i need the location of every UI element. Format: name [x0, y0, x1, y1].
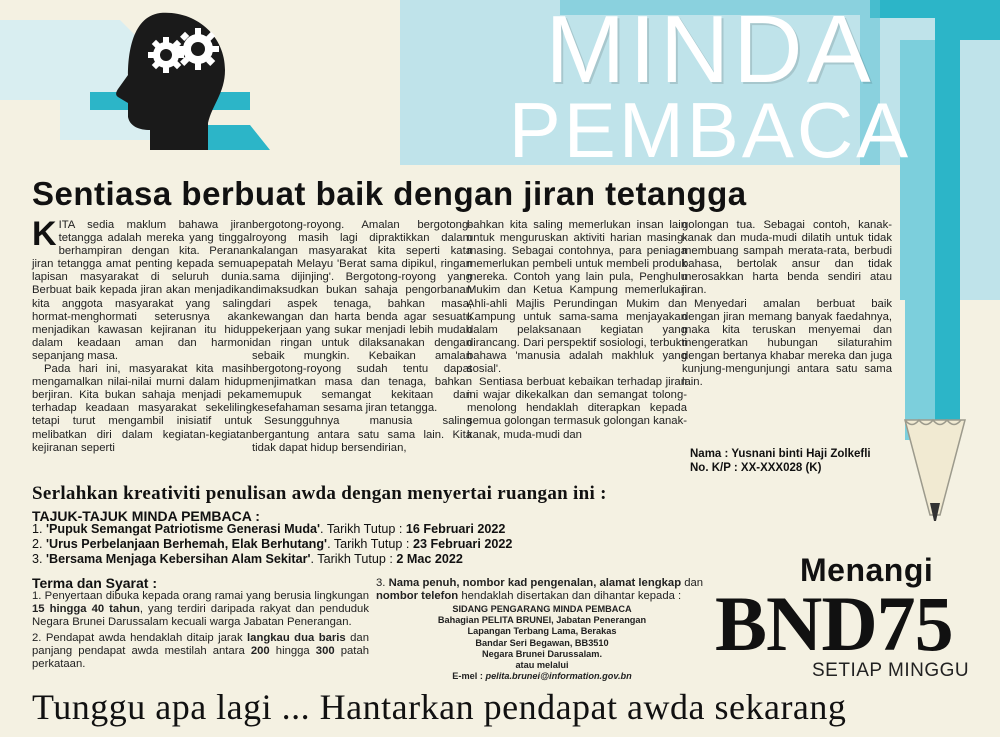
deadline-date: 2 Mac 2022 [396, 551, 463, 566]
terms-heading: Terma dan Syarat : [32, 575, 158, 591]
topic-title: 'Pupuk Semangat Patriotisme Generasi Muda' [46, 522, 321, 536]
term-text: 3. [376, 577, 389, 589]
masthead-subtitle: PEMBACA [508, 86, 912, 174]
article-paragraph: bahkan kita saling memerlukan insan lain untuk menguruskan aktiviti harian masing-masing. Sebagai contohnya, para peniaga memerlukan pembeli untuk membeli produk mereka. Contoh yang lain pula, Penghulu Mukim dan Ketua Kampung memerlukan Ahli-ahli Majlis Perundingan Mukim dan Kampung untuk sama-sama menjayakan dalam pelaksanaan kegiatan yang dirancang. Dari perspektif sosiologi, terbukti bahawa 'manusia adalah makhluk yang sosial'. [467, 219, 687, 376]
article-paragraph: Sesungguhnya manusia saling bergantung antara satu sama lain. Kita tidak dapat hidup bersendirian, [252, 415, 472, 454]
term-item [376, 577, 706, 603]
term-text: dan [681, 577, 704, 589]
topic-number: 2. [32, 536, 43, 551]
article-paragraph: Pada hari ini, masyarakat kita masih mengamalkan nilai-nilai murni dalam hidup berjiran. Kita bukan sahaja menjadi peka terhadap keadaan masyarakat sekeliling tetapi turut mengambil inisiatif untuk melibatkan diri dalam kegiatan-kegiatan kejiranan seperti [32, 363, 252, 454]
deadline-label: . Tarikh Tutup : [310, 551, 397, 566]
address-line: Negara Brunei Darussalam. [482, 648, 602, 659]
closing-banner: Tunggu apa lagi ... Hantarkan pendapat awda sekarang [32, 687, 847, 727]
term-emphasis: 300 [315, 644, 335, 657]
term-text: patah perkataan. [32, 644, 370, 671]
author-name: Nama : Yusnani binti Haji Zolkefli [690, 448, 871, 460]
address-line: atau melalui [515, 660, 569, 671]
email-line [380, 671, 704, 682]
topics-heading: TAJUK-TAJUK MINDA PEMBACA : [32, 508, 260, 524]
head-profile-icon [100, 5, 240, 155]
topic-title: 'Bersama Menjaga Kebersihan Alam Sekitar' [46, 551, 311, 566]
email-link[interactable]: pelita.brunei@information.gov.bn [485, 671, 632, 682]
topic-number: 1. [32, 522, 43, 536]
address-line: SIDANG PENGARANG MINDA PEMBACA [452, 604, 632, 614]
article-column-3 [467, 219, 687, 442]
deadline-label: . Tarikh Tutup : [327, 536, 413, 551]
deadline-date: 23 Februari 2022 [412, 536, 513, 551]
article-column-1 [32, 215, 252, 455]
term-emphasis: 200 [250, 644, 270, 657]
term-emphasis: Nama penuh, nombor kad pengenalan, alamat lengkap [388, 577, 682, 589]
deadline-label: . Tarikh Tutup : [320, 522, 406, 536]
article-paragraph: Sentiasa berbuat kebaikan terhadap jiran ini wajar dikekalkan dan semangat tolong-menolong hendaklah diterapkan kepada semua golongan termasuk golongan kanak-kanak, muda-mudi dan [467, 376, 687, 441]
address-line: Lapangan Terbang Lama, Berakas [467, 626, 617, 637]
masthead-title: MINDA [545, 0, 875, 103]
author-info [690, 447, 871, 475]
article-paragraph: bergotong-royong. Amalan bergotong-royong masih lagi dipraktikkan dalam kalangan masyarakat kita seperti kata pepatah Melayu 'Berat sama dipikul, ringan sama dijinjing'. Bergotong-royong yang dimaksudkan bukan sahaja pengorbanan dari aspek tenaga, bahkan masa, kewangan dan harta benda agar sesuatu pekerjaan yang sukar menjadi lebih mudah dan ringan untuk dilaksanakan dengan sebaik mungkin. Kebaikan amalan bergotong-royong sudah tentu dapat menjimatkan masa dan tenaga, bahkan memupuk semangat kekitaan dan kesefahaman sesama jiran tetangga. [252, 219, 472, 415]
terms-list [32, 590, 369, 673]
topic-number: 3. [32, 551, 43, 566]
term-text: dan panjang pendapat awda mestilah antara [32, 631, 369, 657]
call-to-action: Serlahkan kreativiti penulisan awda dengan menyertai ruangan ini : [32, 483, 607, 504]
address-line: Bandar Seri Begawan, BB3510 [475, 637, 609, 648]
email-label: E-mel : [452, 671, 486, 682]
list-item [32, 537, 512, 552]
term-item [32, 590, 369, 630]
address-line: Bahagian PELITA BRUNEI, Jabatan Penerangan [437, 615, 647, 626]
drop-cap: K [32, 215, 57, 253]
article-column-2 [252, 219, 472, 455]
term-item [32, 632, 369, 672]
article-paragraph: ITA sedia maklum bahawa jiran tetangga adalah mereka yang tinggal berhampiran dengan kita. Peranan jiran tetangga amat penting kepada semua lapisan masyarakat di seluruh dunia. Berbuat baik kepada jiran akan menjadikan kita anggota masyarakat yang saling hormat-menghormati seterusnya akan menjadikan kawasan kejiranan itu hidup dalam keadaan aman dan harmoni sepanjang masa. [32, 219, 252, 362]
author-id: No. K/P : XX-XXX028 (K) [690, 462, 822, 474]
list-item [32, 522, 512, 537]
article-paragraph: golongan tua. Sebagai contoh, kanak-kanak dan muda-mudi dilatih untuk tidak membuang sampah merata-rata, berbudi bahasa, bertolak ansur dan tidak merosakkan harta benda sendiri atau jiran. [682, 219, 892, 297]
list-item [32, 552, 512, 567]
term-emphasis: 15 hingga 40 tahun [32, 603, 140, 616]
topic-title: 'Urus Perbelanjaan Berhemah, Elak Berhutang' [46, 536, 328, 551]
term-text: 1. Penyertaan dibuka kepada orang ramai yang berusia lingkungan [32, 590, 369, 602]
article-column-4 [682, 219, 892, 389]
topics-list [32, 522, 512, 566]
term-text: 2. Pendapat awda hendaklah ditaip jarak [32, 631, 248, 644]
term-emphasis: langkau dua baris [247, 631, 346, 644]
article-headline: Sentiasa berbuat baik dengan jiran tetangga [32, 175, 747, 212]
article-paragraph: Menyedari amalan berbuat baik dengan jiran memang banyak faedahnya, maka kita teruskan menyemai dan mengeratkan hubungan silaturahim dengan bertanya khabar mereka dan juga kunjung-mengunjungi antara satu sama lain. [682, 297, 892, 389]
deadline-date: 16 Februari 2022 [405, 522, 506, 536]
term-text: hendaklah disertakan dan dihantar kepada : [458, 590, 682, 602]
prize-frequency: SETIAP MINGGU [812, 660, 970, 681]
pencil-icon [900, 415, 970, 525]
prize-heading: Menangi [800, 552, 934, 588]
prize-amount: BND75 [715, 580, 953, 667]
term-text: hingga [269, 644, 316, 657]
mailing-address [380, 604, 704, 682]
term-emphasis: nombor telefon [376, 590, 459, 602]
term-text: , yang terdiri daripada rakyat dan penduduk Negara Brunei Darussalam kecuali warga Jabatan Penerangan. [32, 603, 369, 629]
